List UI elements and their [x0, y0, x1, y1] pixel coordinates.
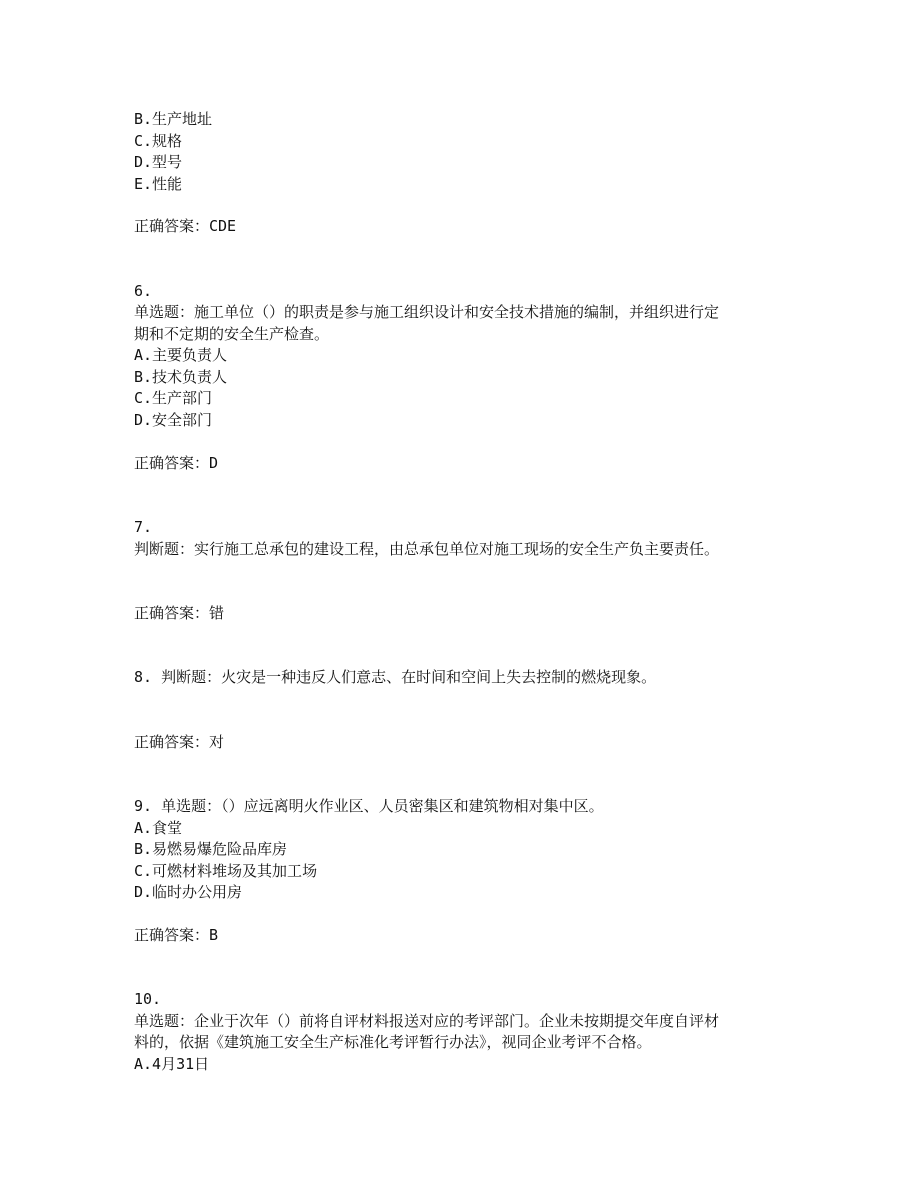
option-e: E.性能 [134, 175, 183, 193]
option-c: C.可燃材料堆场及其加工场 [134, 862, 318, 880]
option-c: C.规格 [134, 132, 183, 150]
answer-line: 正确答案：CDE [134, 217, 237, 235]
question-number: 6. [134, 282, 153, 300]
question-stem-line-2: 料的，依据《建筑施工安全生产标准化考评暂行办法》，视同企业考评不合格。 [134, 1033, 652, 1051]
answer-line: 正确答案：D [134, 454, 219, 472]
question-number: 7. [134, 518, 153, 536]
answer-line: 正确答案：错 [134, 604, 225, 622]
option-d: D.安全部门 [134, 411, 213, 429]
option-a: A.食堂 [134, 819, 183, 837]
option-c: C.生产部门 [134, 389, 213, 407]
option-b: B.技术负责人 [134, 368, 228, 386]
question-stem-line-1: 8. 判断题：火灾是一种违反人们意志、在时间和空间上失去控制的燃烧现象。 [134, 668, 657, 686]
question-stem-line-1: 单选题：施工单位（）的职责是参与施工组织设计和安全技术措施的编制，并组织进行定 [134, 303, 720, 321]
answer-line: 正确答案：B [134, 926, 219, 944]
option-d: D.临时办公用房 [134, 883, 243, 901]
question-stem-line-1: 单选题：企业于次年（）前将自评材料报送对应的考评部门。企业未按期提交年度自评材 [134, 1012, 720, 1030]
question-stem-line-1: 9. 单选题：（）应远离明火作业区、人员密集区和建筑物相对集中区。 [134, 797, 604, 815]
option-a: A.4月31日 [134, 1055, 210, 1073]
option-d: D.型号 [134, 153, 183, 171]
question-stem-line-1: 判断题：实行施工总承包的建设工程，由总承包单位对施工现场的安全生产负主要责任。 [134, 540, 720, 558]
option-a: A.主要负责人 [134, 346, 228, 364]
question-number: 10. [134, 990, 162, 1008]
question-stem-line-2: 期和不定期的安全生产检查。 [134, 325, 330, 343]
option-b: B.易燃易爆危险品库房 [134, 840, 288, 858]
option-b: B.生产地址 [134, 110, 213, 128]
answer-line: 正确答案：对 [134, 733, 225, 751]
